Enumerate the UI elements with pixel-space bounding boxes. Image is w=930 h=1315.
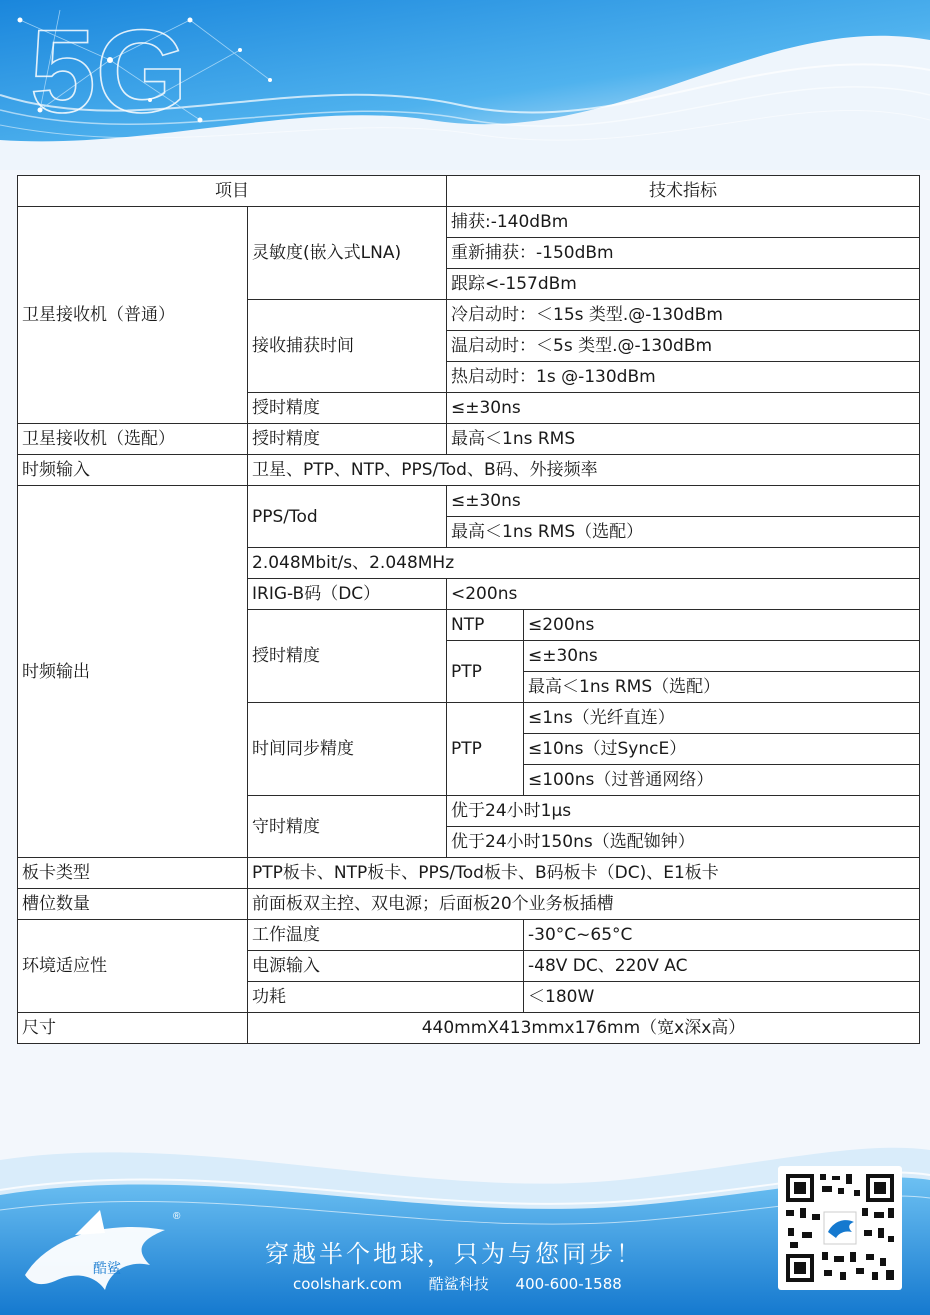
sync-value: ≤100ns（过普通网络） xyxy=(524,765,920,796)
header-spec: 技术指标 xyxy=(447,176,920,207)
slots-label: 槽位数量 xyxy=(18,889,248,920)
cards-label: 板卡类型 xyxy=(18,858,248,889)
env-label: 环境适应性 xyxy=(18,920,248,1013)
irig-label: IRIG-B码（DC） xyxy=(248,579,447,610)
temp-label: 工作温度 xyxy=(248,920,524,951)
output-label: 时频输出 xyxy=(18,486,248,858)
receiver-optional-label: 卫星接收机（选配） xyxy=(18,424,248,455)
receiver-normal-label: 卫星接收机（普通） xyxy=(18,207,248,424)
acquisition-label: 接收捕获时间 xyxy=(248,300,447,393)
holdover-label: 守时精度 xyxy=(248,796,447,858)
header-banner xyxy=(0,0,930,170)
sensitivity-value: 重新捕获：-150dBm xyxy=(447,238,920,269)
temp-value: -30°C~65°C xyxy=(524,920,920,951)
size-label: 尺寸 xyxy=(18,1013,248,1044)
table-header-row xyxy=(18,176,920,207)
contact-line xyxy=(293,1273,644,1294)
ptp-value: 最高＜1ns RMS（选配） xyxy=(524,672,920,703)
power-label: 电源输入 xyxy=(248,951,524,982)
registered-mark: ® xyxy=(173,1211,181,1222)
sensitivity-label: 灵敏度(嵌入式LNA) xyxy=(248,207,447,300)
output-timing-label: 授时精度 xyxy=(248,610,447,703)
slots-value: 前面板双主控、双电源；后面板20个业务板插槽 xyxy=(248,889,920,920)
pps-value: 最高＜1ns RMS（选配） xyxy=(447,517,920,548)
coolshark-logo xyxy=(15,1205,190,1305)
website-link[interactable]: coolshark.com xyxy=(293,1275,402,1293)
holdover-value: 优于24小时1µs xyxy=(447,796,920,827)
receiver-timing-value: ≤±30ns xyxy=(447,393,920,424)
ptp-label: PTP xyxy=(447,641,524,703)
brand-text: 酷鲨 xyxy=(93,1261,121,1277)
qr-code xyxy=(778,1166,902,1290)
irig-value: <200ns xyxy=(447,579,920,610)
freq-value: 2.048Mbit/s、2.048MHz xyxy=(248,548,920,579)
receiver-optional-sub: 授时精度 xyxy=(248,424,447,455)
sync-label: 时间同步精度 xyxy=(248,703,447,796)
size-value: 440mmX413mmx176mm（宽x深x高） xyxy=(248,1013,920,1044)
pps-value: ≤±30ns xyxy=(447,486,920,517)
slogan: 穿越半个地球，只为与您同步！ xyxy=(265,1240,643,1268)
ntp-label: NTP xyxy=(447,610,524,641)
sync-value: ≤1ns（光纤直连） xyxy=(524,703,920,734)
table-row xyxy=(18,486,920,517)
table-row xyxy=(18,207,920,238)
table-row xyxy=(18,920,920,951)
acquisition-value: 温启动时：＜5s 类型.@-130dBm xyxy=(447,331,920,362)
sensitivity-value: 捕获:-140dBm xyxy=(447,207,920,238)
acquisition-value: 热启动时：1s @-130dBm xyxy=(447,362,920,393)
input-value: 卫星、PTP、NTP、PPS/Tod、B码、外接频率 xyxy=(248,455,920,486)
table-row xyxy=(18,455,920,486)
ptp-value: ≤±30ns xyxy=(524,641,920,672)
cards-value: PTP板卡、NTP板卡、PPS/Tod板卡、B码板卡（DC)、E1板卡 xyxy=(248,858,920,889)
phone-number: 400-600-1588 xyxy=(515,1275,622,1293)
table-row xyxy=(18,858,920,889)
sensitivity-value: 跟踪<-157dBm xyxy=(447,269,920,300)
input-label: 时频输入 xyxy=(18,455,248,486)
receiver-timing-label: 授时精度 xyxy=(248,393,447,424)
receiver-optional-value: 最高＜1ns RMS xyxy=(447,424,920,455)
table-row xyxy=(18,1013,920,1044)
power-value: -48V DC、220V AC xyxy=(524,951,920,982)
sync-value: ≤10ns（过SyncE） xyxy=(524,734,920,765)
header-item: 项目 xyxy=(18,176,447,207)
spec-table xyxy=(17,175,920,1044)
company-name: 酷鲨科技 xyxy=(428,1275,489,1293)
pps-label: PPS/Tod xyxy=(248,486,447,548)
acquisition-value: 冷启动时：＜15s 类型.@-130dBm xyxy=(447,300,920,331)
ntp-value: ≤200ns xyxy=(524,610,920,641)
consumption-label: 功耗 xyxy=(248,982,524,1013)
table-row xyxy=(18,424,920,455)
holdover-value: 优于24小时150ns（选配铷钟） xyxy=(447,827,920,858)
5g-badge: 5G xyxy=(30,6,188,138)
table-row xyxy=(18,889,920,920)
consumption-value: ＜180W xyxy=(524,982,920,1013)
sync-ptp-label: PTP xyxy=(447,703,524,796)
